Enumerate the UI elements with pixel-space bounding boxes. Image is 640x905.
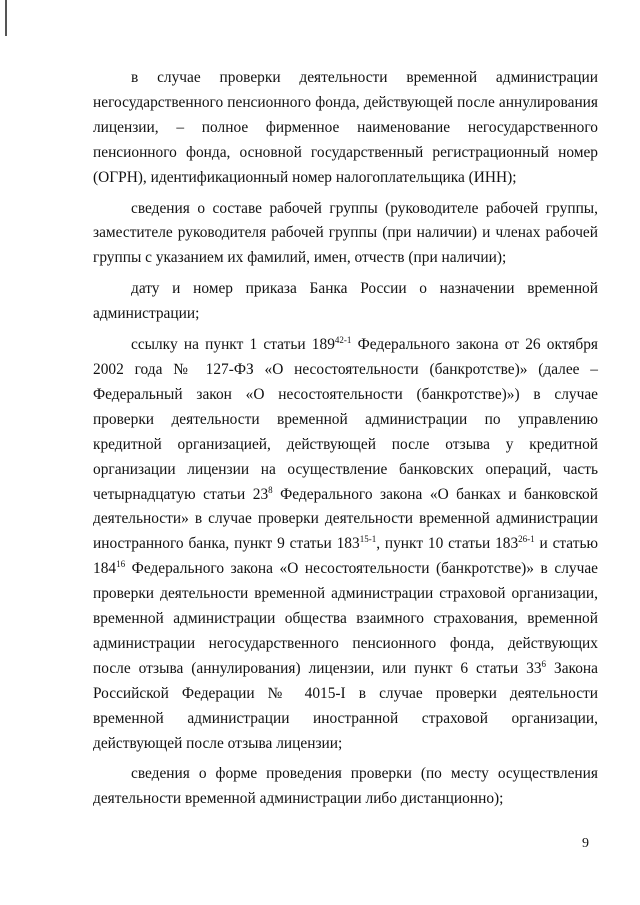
page-number: 9 [582,836,589,851]
paragraph-text: дату и номер приказа Банка России о назначении временной администрации; [93,280,598,323]
paragraph [93,333,598,756]
paragraph-text: сведения о форме проведения проверки (по месту осуществления деятельности временной администрации либо дистанционно); [93,765,598,808]
paragraph [93,762,598,812]
superscript: 16 [116,559,126,570]
paragraph-text: , пункт 10 статьи 183 [376,535,519,553]
paragraph [93,66,598,191]
superscript: 6 [541,658,547,669]
superscript: 42-1 [334,334,352,345]
paragraph-text: Федерального закона «О несостоятельности (банкротстве)» в случае проверки деятельности временной администрации страховой организации, временной администрации общества взаимного страхования, временной администрации негосударственного пенсионного фонда, действующих после отзыва (аннулирования) лицензии, или пункт 6 статьи 33 [93,560,598,677]
paragraph [93,197,598,272]
paragraph-text: Федерального закона «О банках и банковской деятельности» в случае проверки деятельности временной администрации иностранного банка, пункт 9 статьи 183 [93,485,598,553]
paragraph-text: Закона Российской Федерации № 4015-I в случае проверки деятельности временной администрации иностранной страховой организации, действующей после отзыва лицензии; [93,659,598,752]
page-edge-mark [5,0,7,36]
superscript: 26-1 [518,534,535,545]
paragraph [93,277,598,327]
paragraph-text: и статью 184 [93,535,598,578]
paragraph-text: Федерального закона от 26 октября 2002 года № 127-ФЗ «О несостоятельности (банкротстве)» (далее – Федеральный закон «О несостоятельности (банкротстве)») в случае проверки деятельности временной администрации по управлению кредитной организацией, действующей после отзыва у кредитной организации лицензии на осуществление банковских операций, часть четырнадцатую статьи 23 [93,336,598,503]
paragraph-text: в случае проверки деятельности временной администрации негосударственного пенсионного фонда, действующей после аннулирования лицензии, – полное фирменное наименование негосударственного пенсионного фонда, основной государственный регистрационный номер (ОГРН), идентификационный номер налогоплательщика (ИНН); [93,69,598,186]
paragraph-text: ссылку на пункт 1 статьи 189 [131,336,335,354]
superscript: 8 [268,484,273,495]
document-body [93,66,598,818]
superscript: 15-1 [359,534,377,545]
paragraph-text: сведения о составе рабочей группы (руководителе рабочей группы, заместителе руководителя рабочей группы (при наличии) и членах рабочей группы с указанием их фамилий, имен, отчеств (при наличии); [93,199,598,267]
